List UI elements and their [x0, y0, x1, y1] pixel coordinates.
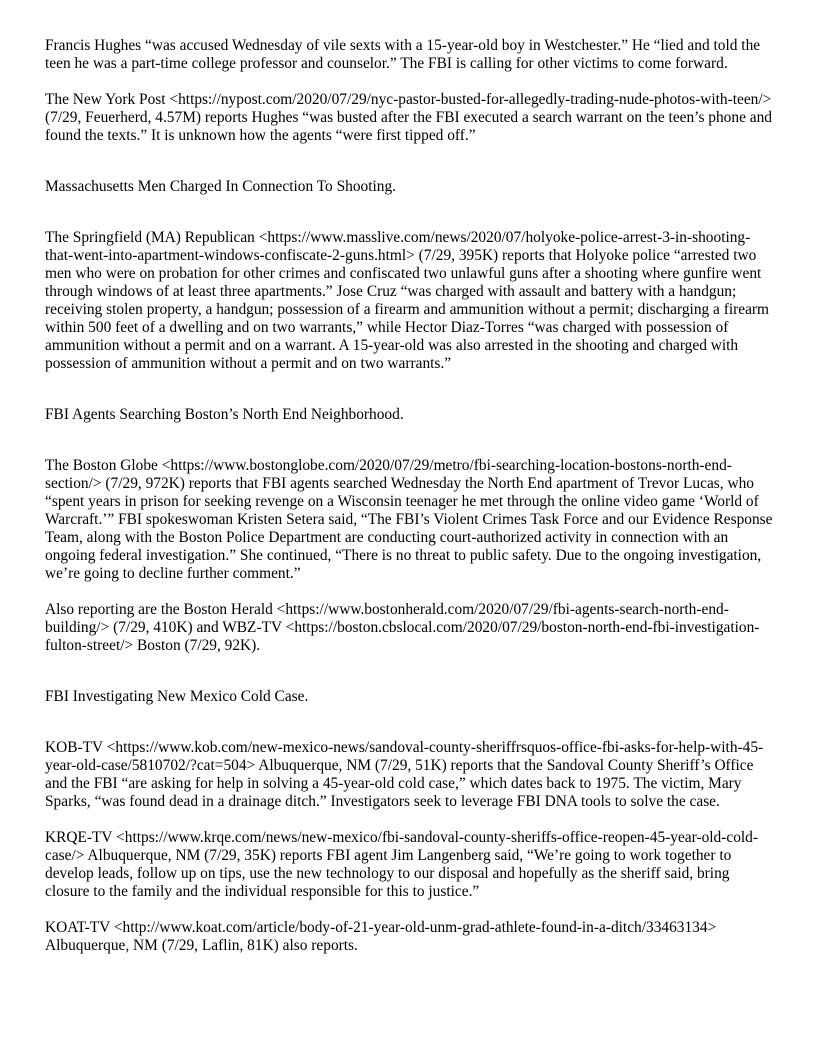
- spacer: [45, 583, 775, 601]
- paragraph-springfield-republican: The Springfield (MA) Republican <https://www.masslive.com/news/2020/07/holyoke-police-arrest-3-in-shooting-that-went-into-apartment-windows-confiscate-2-guns.html> (7/29, 395K) reports that Holyoke police “arrested two men who were on probation for other crimes and confiscated two unlawful guns after a shooting where gunfire went through windows of at least three apartments.” Jose Cruz “was charged with assault and battery with a handgun; receiving stolen property, a handgun; possession of a firearm and ammunition without a permit; discharging a firearm within 500 feet of a dwelling and on two warrants,” while Hector Diaz-Torres “was charged with possession of ammunition without a permit and on a warrant. A 15-year-old was also arrested in the shooting and charged with possession of ammunition without a permit and on two warrants.”: [45, 229, 770, 372]
- spacer: [45, 73, 775, 91]
- heading-massachusetts-shooting: Massachusetts Men Charged In Connection To Shooting.: [45, 178, 397, 195]
- heading-boston-north-end: FBI Agents Searching Boston’s North End Neighborhood.: [45, 406, 404, 423]
- spacer: [45, 901, 775, 919]
- paragraph-hughes-accusation: Francis Hughes “was accused Wednesday of vile sexts with a 15-year-old boy in Westchester.” He “lied and told the teen he was a part-time college professor and counselor.” The FBI is calling for other victims to come forward.: [45, 37, 761, 72]
- paragraph-koat-tv: KOAT-TV <http://www.koat.com/article/body-of-21-year-old-unm-grad-athlete-found-in-a-ditch/33463134> Albuquerque, NM (7/29, Laflin, 81K) also reports.: [45, 919, 717, 954]
- paragraph-krqe-tv: KRQE-TV <https://www.krqe.com/news/new-mexico/fbi-sandoval-county-sheriffs-office-reopen-45-year-old-cold-case/> Albuquerque, NM (7/29, 35K) reports FBI agent Jim Langenberg said, “We’re going to work together to develop leads, follow up on tips, use the new technology to our disposal and hopefully as the sheriff said, bring closure to the family and the individual responsible for this to justice.”: [45, 829, 758, 900]
- spacer: [45, 706, 775, 739]
- spacer: [45, 196, 775, 229]
- spacer: [45, 811, 775, 829]
- paragraph-ny-post-report: The New York Post <https://nypost.com/2020/07/29/nyc-pastor-busted-for-allegedly-trading-nude-photos-with-teen/> (7/29, Feuerherd, 4.57M) reports Hughes “was busted after the FBI executed a search warrant on the teen’s phone and found the texts.” It is unknown how the agents “were first tipped off.”: [45, 91, 772, 144]
- spacer: [45, 424, 775, 457]
- heading-new-mexico-cold-case: FBI Investigating New Mexico Cold Case.: [45, 688, 309, 705]
- paragraph-boston-globe: The Boston Globe <https://www.bostonglobe.com/2020/07/29/metro/fbi-searching-location-bostons-north-end-section/> (7/29, 972K) reports that FBI agents searched Wednesday the North End apartment of Trevor Lucas, who “spent years in prison for seeking revenge on a Wisconsin teenager he met through the online video game ‘World of Warcraft.’” FBI spokeswoman Kristen Setera said, “The FBI’s Violent Crimes Task Force and our Evidence Response Team, along with the Boston Police Department are conducting court-authorized activity in connection with an ongoing federal investigation.” She continued, “There is no threat to public safety. Due to the ongoing investigation, we’re going to decline further comment.”: [45, 457, 773, 582]
- spacer: [45, 145, 775, 178]
- spacer: [45, 373, 775, 406]
- paragraph-also-reporting-boston: Also reporting are the Boston Herald <https://www.bostonherald.com/2020/07/29/fbi-agents-search-north-end-building/> (7/29, 410K) and WBZ-TV <https://boston.cbslocal.com/2020/07/29/boston-north-end-fbi-investigation-fulton-street/> Boston (7/29, 92K).: [45, 601, 760, 654]
- spacer: [45, 655, 775, 688]
- paragraph-kob-tv: KOB-TV <https://www.kob.com/new-mexico-news/sandoval-county-sheriffrsquos-office-fbi-asks-for-help-with-45-year-old-case/5810702/?cat=504> Albuquerque, NM (7/29, 51K) reports that the Sandoval County Sheriff’s Office and the FBI “are asking for help in solving a 45-year-old cold case,” which dates back to 1975. The victim, Mary Sparks, “was found dead in a drainage ditch.” Investigators seek to leverage FBI DNA tools to solve the case.: [45, 739, 764, 810]
- document-page: [45, 37, 775, 955]
